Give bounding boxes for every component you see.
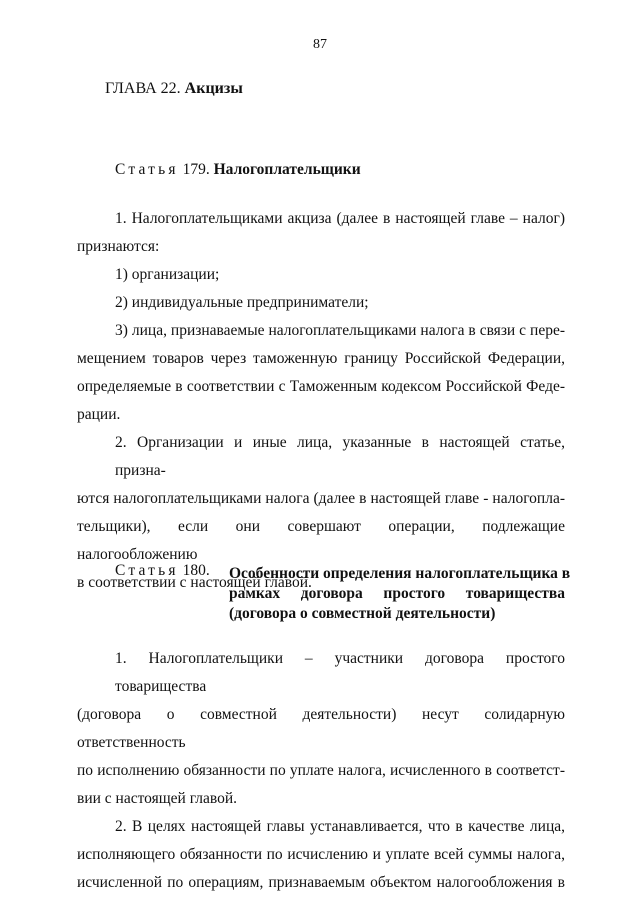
chapter-heading (105, 80, 243, 98)
article-179-body (77, 205, 571, 597)
text-line: рации. (77, 406, 121, 423)
text-line: (договора о совместной деятельности) несут солидарную ответственность (77, 706, 565, 751)
article-title: Налогоплательщики (213, 161, 361, 178)
article-label: Статья (115, 161, 179, 178)
text-line: мещением товаров через таможенную границу Российской Федерации, (77, 350, 565, 367)
title-line: рамках договора простого товарищества (229, 585, 565, 602)
text-line: исполняющего обязанности по исчислению и уплате всей суммы налога, (77, 846, 565, 863)
text-line: вии с настоящей главой. (77, 790, 238, 807)
article-180-title (229, 564, 571, 624)
article-180-heading (115, 562, 210, 580)
text-line: 2. Организации и иные лица, указанные в настоящей статье, призна- (115, 434, 565, 479)
article-number: 179. (182, 161, 210, 178)
text-line: по исполнению обязанности по уплате налога, исчисленного в соответст- (77, 762, 565, 779)
article-number: 180. (182, 562, 210, 579)
title-line: Особенности определения налогоплательщика в (229, 565, 571, 582)
text-line: 1) организации; (115, 266, 220, 283)
text-line: 2) индивидуальные предприниматели; (115, 294, 369, 311)
chapter-title: Акцизы (184, 80, 243, 97)
title-line: (договора о совместной деятельности) (229, 605, 496, 622)
article-179-heading (115, 161, 361, 179)
text-line: 1. Налогоплательщики – участники договора простого товарищества (115, 650, 565, 695)
article-label: Статья (115, 562, 179, 579)
text-line: в соответствии с настоящей главой. (77, 574, 312, 591)
text-line: ются налогоплательщиками налога (далее в настоящей главе - налогопла- (77, 490, 565, 507)
text-line: 3) лица, признаваемые налогоплательщиками налога в связи с пере- (115, 322, 565, 339)
text-line: исчисленной по операциям, признаваемым объектом налогообложения в (77, 874, 565, 891)
text-line: признаются: (77, 238, 160, 255)
page-number: 87 (313, 37, 327, 52)
text-line: 1. Налогоплательщиками акциза (далее в настоящей главе – налог) (115, 210, 565, 227)
text-line: 2. В целях настоящей главы устанавливается, что в качестве лица, (115, 818, 565, 835)
article-180-body (77, 645, 565, 897)
chapter-label: ГЛАВА 22. (105, 80, 181, 97)
text-line: тельщики), если они совершают операции, подлежащие налогообложению (77, 518, 565, 563)
text-line: определяемые в соответствии с Таможенным кодексом Российской Феде- (77, 378, 565, 395)
